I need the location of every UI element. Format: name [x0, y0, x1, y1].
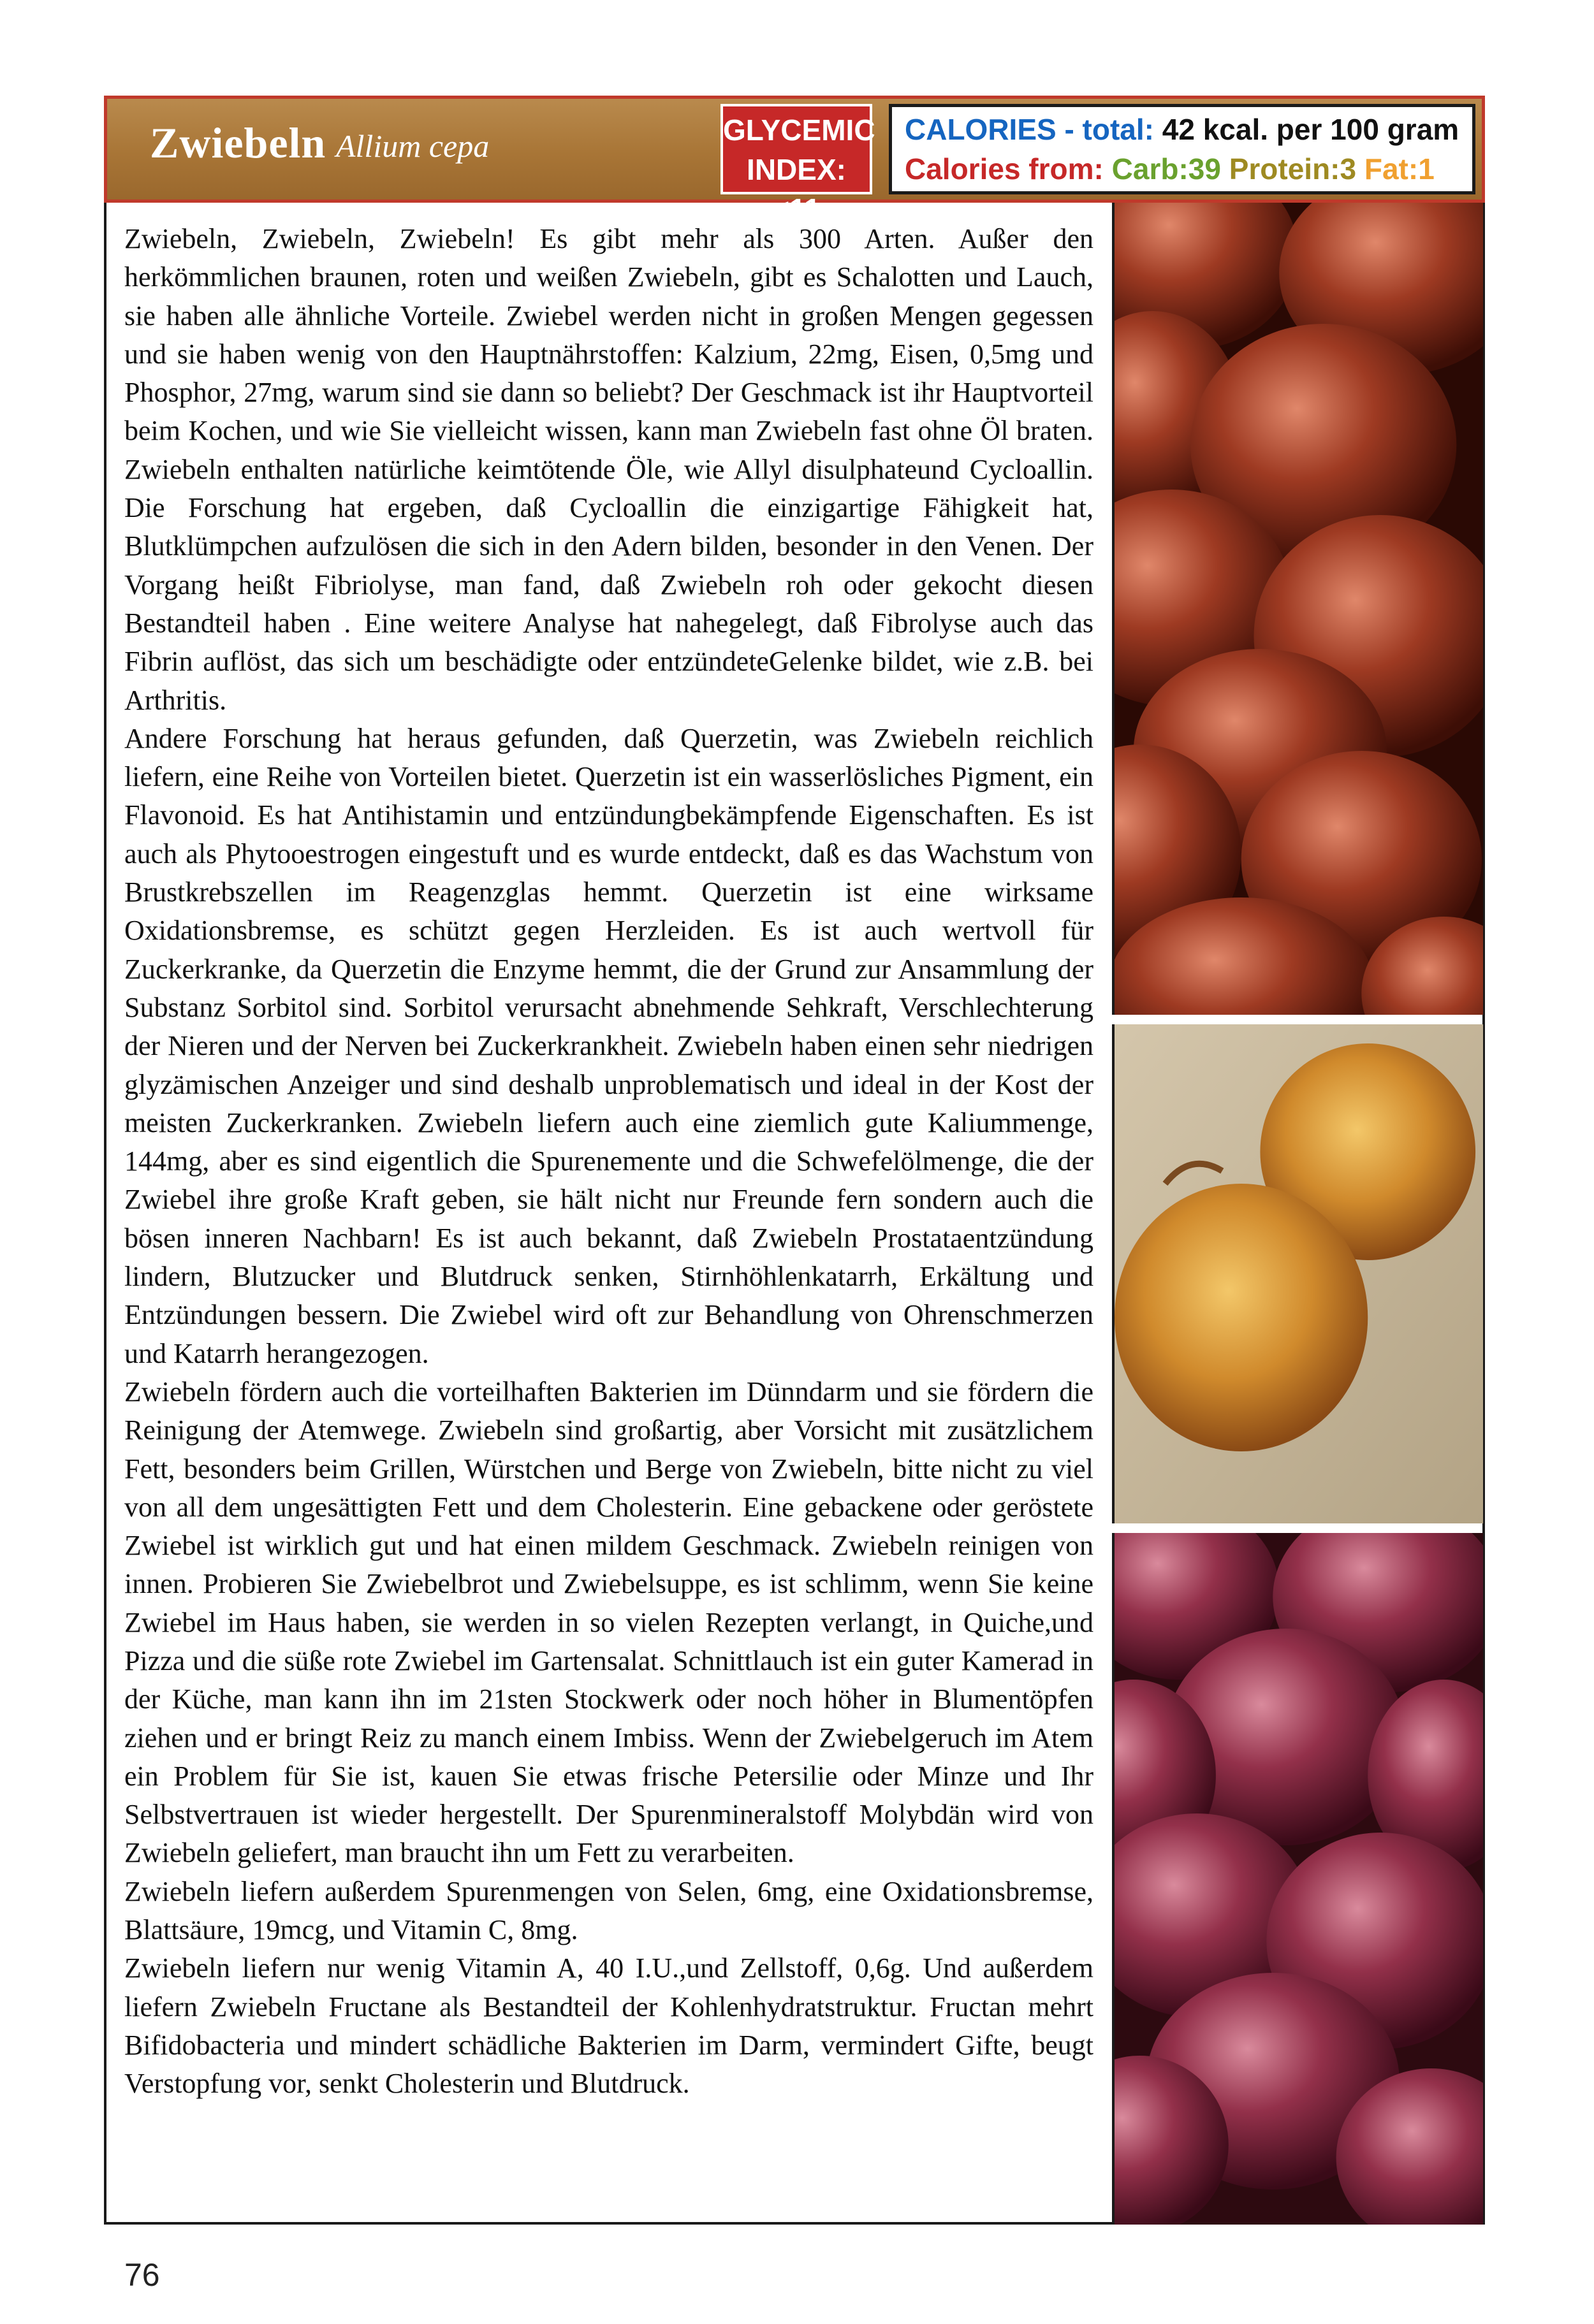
yellow-onions-photo: [1112, 1024, 1483, 1523]
paragraph-4: Zwiebeln liefern außerdem Spurenmengen von Selen, 6mg, eine Oxidationsbremse, Blattsäure, 19mcg, und Vitamin C, 8mg.: [124, 1875, 1093, 1946]
calories-from-label: Calories from:: [905, 152, 1104, 185]
glycemic-label: GLYCEMIC: [723, 113, 875, 147]
paragraph-3: Zwiebeln fördern auch die vorteilhaften Bakterien im Dünndarm und sie fördern die Reinigung der Atemwege. Zwiebeln sind großartig, aber Vorsicht mit zusätzlichem Fett, besonders beim Grillen, Würstchen und Berge von Zwiebeln, bitte nicht zu viel von all dem ungesättigten Fett und dem Cholesterin. Eine gebackene oder geröstete Zwiebel ist wirklich gut und hat einen mildem Geschmack. Zwiebeln reinigen von innen. Probieren Sie Zwiebelbrot und Zwiebelsuppe, es ist schlimm, wenn Sie keine Zwiebel im Haus haben, sie werden in so vielen Rezepten verlangt, in Quiche,und Pizza und die süße rote Zwiebel im Gartensalat. Schnittlauch ist ein guter Kamerad in der Küche, man kann ihn im 21sten Stockwerk oder noch höher in Blumentöpfen ziehen und er bringt Reiz zu manch einem Imbiss. Wenn der Zwiebelgeruch im Atem ein Problem für Sie ist, kauen Sie etwas frische Petersilie oder Minze und Ihr Selbstvertrauen ist wieder hergestellt. Der Spurenmineralstoff Molybdän wird von Zwiebeln geliefert, man braucht ihn um Fett zu verarbeiten.: [124, 1376, 1093, 1869]
calories-total-line: [905, 110, 1472, 149]
fat-value: Fat:1: [1364, 152, 1435, 185]
calories-total-label: CALORIES - total:: [905, 113, 1154, 146]
carb-value: Carb:39: [1111, 152, 1221, 185]
paragraph-5: Zwiebeln liefern nur wenig Vitamin A, 40 I.U.,und Zellstoff, 0,6g. Und außerdem liefern Zwiebeln Fructane als Bestandteil der Kohlenhydratstruktur. Fructan mehrt Bifidobacteria und mindert schädliche Bakterien im Darm, vermindert Gifte, beugt Verstopfung vor, senkt Cholesterin und Blutdruck.: [124, 1952, 1093, 2100]
glycemic-index-badge: [720, 104, 875, 226]
red-onions-photo: [1112, 1533, 1483, 2225]
page-title: Zwiebeln: [150, 119, 326, 167]
paragraph-1: Zwiebeln, Zwiebeln, Zwiebeln! Es gibt mehr als 300 Arten. Außer den herkömmlichen braunen, roten und weißen Zwiebeln, gibt es Schalotten und Lauch, sie haben alle ähnliche Vorteile. Zwiebel werden nicht in großen Mengen gegessen und sie haben wenig von den Hauptnährstoffen: Kalzium, 22mg, Eisen, 0,5mg und Phosphor, 27mg, warum sind sie dann so beliebt? Der Geschmack ist ihr Hauptvorteil beim Kochen, und wie Sie vielleicht wissen, kann man Zwiebeln fast ohne Öl braten. Zwiebeln enthalten natürliche keimtötende Öle, wie Allyl disulphateund Cycloallin. Die Forschung hat ergeben, daß Cycloallin die einzigartige Fähigkeit hat, Blutklümpchen aufzulösen die sich in den Adern bilden, besonder in den Venen. Der Vorgang heißt Fibriolyse, man fand, daß Zwiebeln roh oder gekocht diesen Bestandteil haben . Eine weitere Analyse hat nahegelegt, daß Fibrolyse auch das Fibrin auflöst, das sich um beschädigte oder entzündeteGelenke bildet, wie z.B. bei Arthritis.: [124, 223, 1093, 716]
calories-box: [889, 104, 1475, 194]
article-body: [124, 220, 1093, 2103]
page-number: 76: [124, 2257, 160, 2293]
protein-value: Protein:3: [1229, 152, 1357, 185]
glycemic-value: INDEX:<11: [747, 153, 846, 226]
paragraph-2: Andere Forschung hat heraus gefunden, daß Querzetin, was Zwiebeln reichlich liefern, eine Reihe von Vorteilen bietet. Querzetin ist ein wasserlösliches Pigment, ein Flavonoid. Es hat Antihistamin und entzündungbekämpfende Eigenschaften. Es ist auch als Phytooestrogen eingestuft und es wurde entdeckt, daß es das Wachstum von Brustkrebszellen im Reagenzglas hemmt. Querzetin ist eine wirksame Oxidationsbremse, es schützt gegen Herzleiden. Es ist auch wertvoll für Zuckerkranke, da Querzetin die Enzyme hemmt, die der Grund zur Ansammlung der Substanz Sorbitol sind. Sorbitol verursacht abnehmende Sehkraft, Verschlechterung der Nieren und der Nerven bei Zuckerkrankheit. Zwiebeln haben einen sehr niedrigen glyzämischen Anzeiger und sind deshalb unproblematisch und ideal in der Kost der meisten Zuckerkranken. Zwiebeln liefern auch eine ziemlich gute Kaliummenge, 144mg, aber es sind eigentlich die Spurenemente und die Schwefelölmenge, die der Zwiebel ihre große Kraft geben, sie hält nicht nur Freunde fern sondern auch die bösen inneren Nachbarn! Es ist auch bekannt, daß Zwiebeln Prostataentzündung lindern, Blutzucker und Blutdruck senken, Stirnhöhlenkatarrh, Erkältung und Entzündungen bessern. Die Zwiebel wird oft zur Behandlung von Ohrenschmerzen und Katarrh herangezogen.: [124, 722, 1093, 1369]
calories-total-value: 42 kcal. per 100 gram: [1162, 113, 1459, 146]
latin-name: Allium cepa: [336, 128, 490, 164]
onion-pile-photo: [1112, 203, 1483, 1015]
calories-from-line: [905, 149, 1472, 189]
